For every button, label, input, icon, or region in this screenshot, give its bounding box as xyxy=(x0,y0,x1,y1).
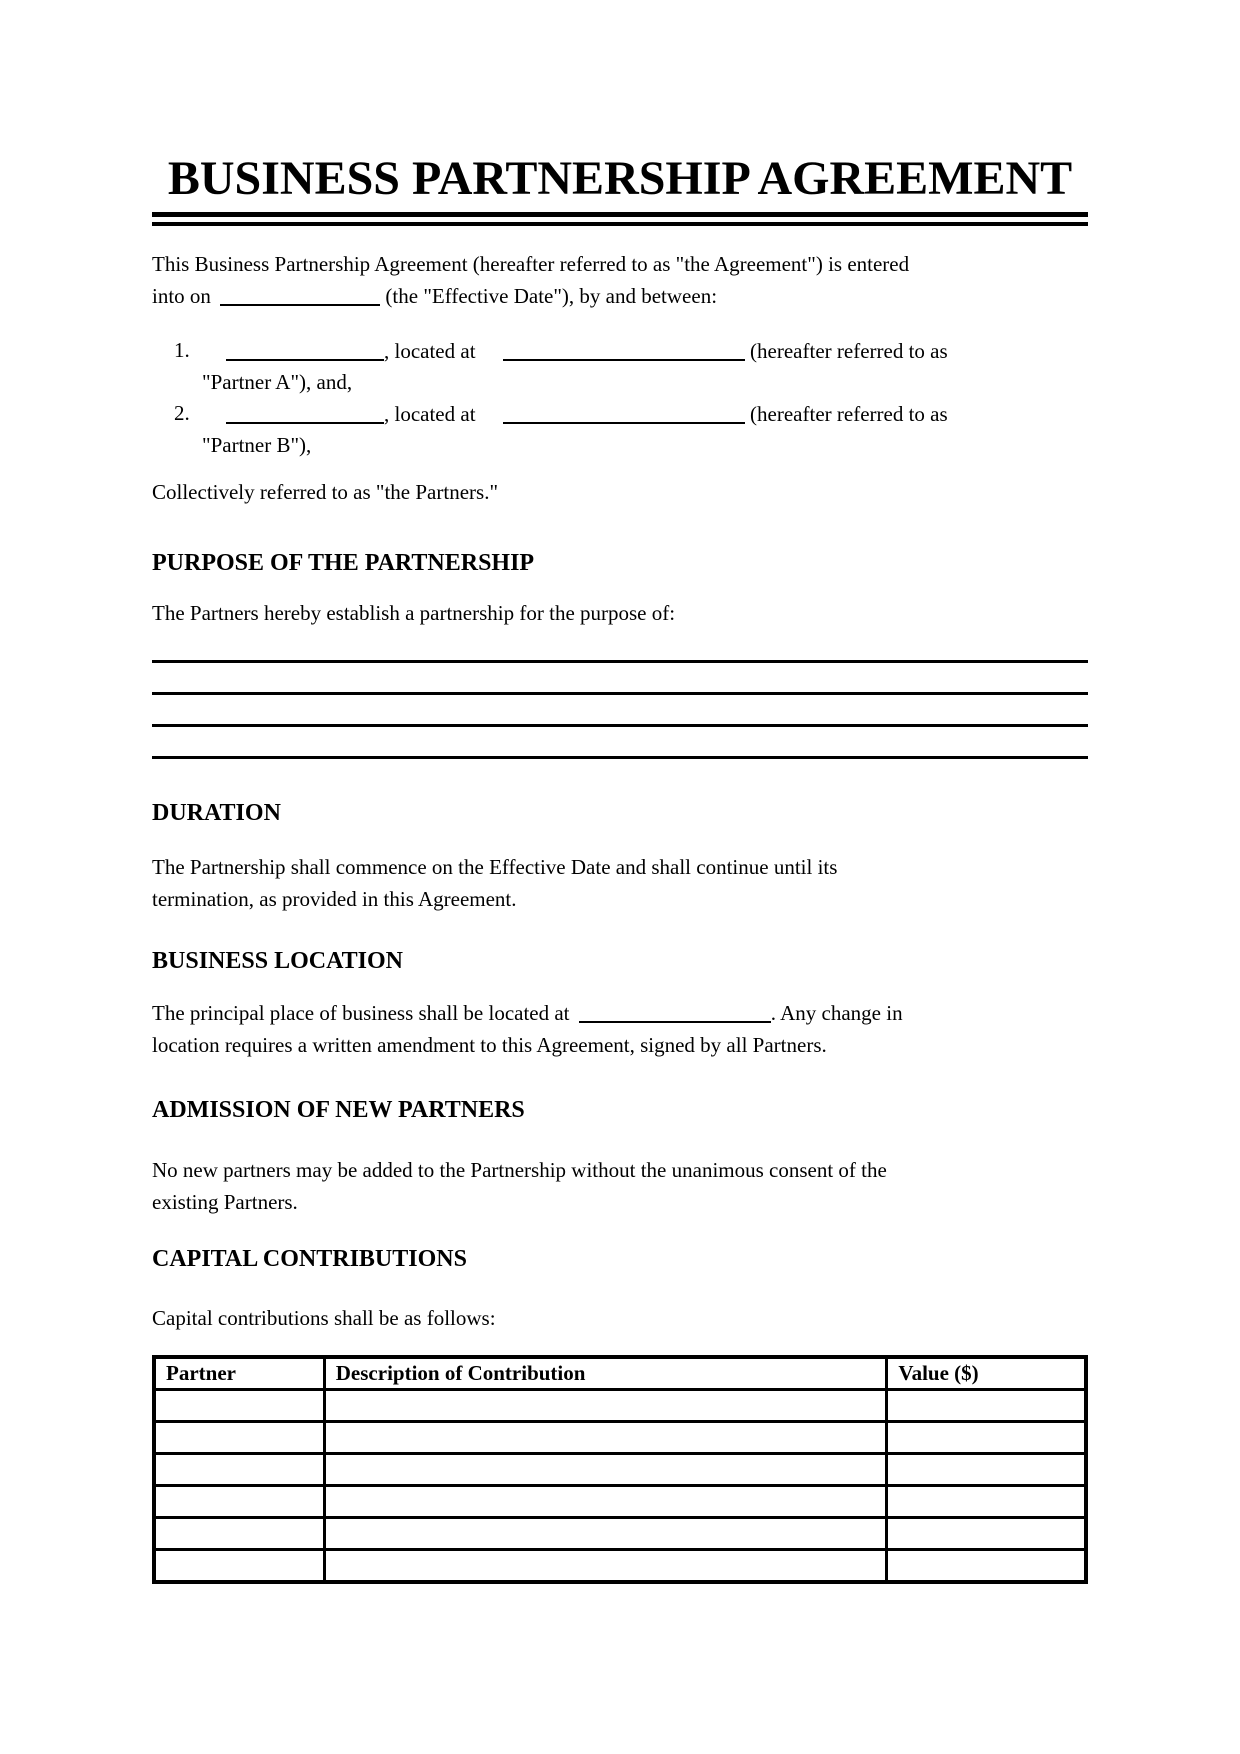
party-b-hereafter-text: (hereafter referred to as xyxy=(750,402,948,426)
description-cell[interactable] xyxy=(324,1390,887,1422)
purpose-body: The Partners hereby establish a partnership for the purpose of: xyxy=(152,601,676,625)
table-row xyxy=(154,1518,1086,1550)
description-cell[interactable] xyxy=(324,1486,887,1518)
intro-line2-suffix: (the "Effective Date"), by and between: xyxy=(385,284,718,308)
purpose-write-line-2[interactable] xyxy=(152,663,1088,695)
party-a-address-blank[interactable] xyxy=(503,338,745,361)
table-row xyxy=(154,1390,1086,1422)
business-line2: location requires a written amendment to this Agreement, signed by all Partners. xyxy=(152,1033,827,1057)
admission-body xyxy=(152,1154,1088,1218)
admission-line1: No new partners may be added to the Partnership without the unanimous consent of the xyxy=(152,1158,887,1182)
table-header-row xyxy=(154,1357,1086,1390)
party-item-a xyxy=(152,335,1088,398)
purpose-write-line-3[interactable] xyxy=(152,695,1088,727)
party-b-line2: "Partner B"), xyxy=(202,433,312,457)
purpose-write-line-1[interactable] xyxy=(152,629,1088,663)
value-cell[interactable] xyxy=(887,1390,1086,1422)
partner-cell[interactable] xyxy=(154,1390,324,1422)
partner-cell[interactable] xyxy=(154,1486,324,1518)
title-divider-rule xyxy=(152,212,1088,226)
parties-list xyxy=(152,335,1088,461)
business-line1-prefix: The principal place of business shall be located at xyxy=(152,1001,570,1025)
partner-column-header: Partner xyxy=(154,1357,324,1390)
description-cell[interactable] xyxy=(324,1550,887,1583)
party-a-name-blank[interactable] xyxy=(226,338,384,361)
duration-line1: The Partnership shall commence on the Effective Date and shall continue until its xyxy=(152,855,838,879)
purpose-heading: PURPOSE OF THE PARTNERSHIP xyxy=(152,550,535,576)
duration-line2: termination, as provided in this Agreement. xyxy=(152,887,517,911)
intro-line1: This Business Partnership Agreement (hereafter referred to as "the Agreement") is entered xyxy=(152,252,910,276)
party-a-number: 1. xyxy=(174,338,190,362)
partner-cell[interactable] xyxy=(154,1550,324,1583)
description-cell[interactable] xyxy=(324,1518,887,1550)
party-a-line2: "Partner A"), and, xyxy=(202,370,353,394)
table-row xyxy=(154,1486,1086,1518)
value-cell[interactable] xyxy=(887,1422,1086,1454)
table-row xyxy=(154,1550,1086,1583)
value-cell[interactable] xyxy=(887,1486,1086,1518)
capital-heading: CAPITAL CONTRIBUTIONS xyxy=(152,1246,467,1272)
party-b-located-text: , located at xyxy=(384,402,476,426)
party-a-hereafter-text: (hereafter referred to as xyxy=(750,339,948,363)
value-cell[interactable] xyxy=(887,1518,1086,1550)
capital-body: Capital contributions shall be as follows: xyxy=(152,1306,496,1330)
table-row xyxy=(154,1422,1086,1454)
purpose-write-lines xyxy=(152,629,1088,759)
partner-cell[interactable] xyxy=(154,1518,324,1550)
purpose-write-line-4[interactable] xyxy=(152,727,1088,759)
collectively-note: Collectively referred to as "the Partners." xyxy=(152,480,499,504)
party-b-name-blank[interactable] xyxy=(226,401,384,424)
value-column-header: Value ($) xyxy=(887,1357,1086,1390)
duration-body xyxy=(152,851,1088,915)
admission-line2: existing Partners. xyxy=(152,1190,298,1214)
business-location-heading: BUSINESS LOCATION xyxy=(152,948,403,974)
intro-line2-prefix: into on xyxy=(152,284,211,308)
description-cell[interactable] xyxy=(324,1422,887,1454)
partner-cell[interactable] xyxy=(154,1422,324,1454)
table-row xyxy=(154,1454,1086,1486)
intro-paragraph xyxy=(152,248,1088,312)
page-title: BUSINESS PARTNERSHIP AGREEMENT xyxy=(167,152,1073,205)
party-b-number: 2. xyxy=(174,401,190,425)
party-item-b xyxy=(152,398,1088,461)
value-cell[interactable] xyxy=(887,1454,1086,1486)
description-cell[interactable] xyxy=(324,1454,887,1486)
business-location-body xyxy=(152,997,1088,1061)
party-a-located-text: , located at xyxy=(384,339,476,363)
effective-date-blank[interactable] xyxy=(220,283,380,306)
admission-heading: ADMISSION OF NEW PARTNERS xyxy=(152,1097,525,1123)
business-line1-suffix: . Any change in xyxy=(770,1001,903,1025)
business-address-blank[interactable] xyxy=(579,1000,771,1023)
duration-heading: DURATION xyxy=(152,800,281,826)
description-column-header: Description of Contribution xyxy=(324,1357,887,1390)
party-b-address-blank[interactable] xyxy=(503,401,745,424)
contributions-table xyxy=(152,1355,1088,1584)
value-cell[interactable] xyxy=(887,1550,1086,1583)
partner-cell[interactable] xyxy=(154,1454,324,1486)
